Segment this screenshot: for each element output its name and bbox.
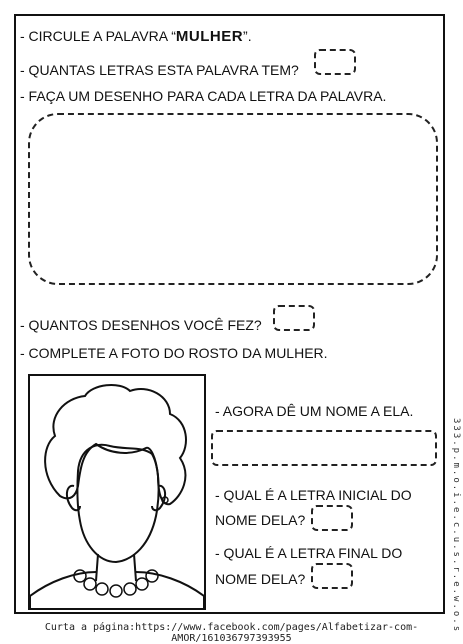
instruction-name-her: - AGORA DÊ UM NOME A ELA. bbox=[215, 403, 414, 419]
target-word: MULHER bbox=[175, 28, 244, 45]
letters-count-answer-box[interactable] bbox=[314, 49, 356, 75]
footer-link[interactable]: Curta a página:https://www.facebook.com/pages/Alfabetizar-com-AMOR/161036797393955 bbox=[44, 622, 419, 644]
shoulders-icon bbox=[30, 572, 204, 608]
side-watermark: 333.p.m.o.i.e.c.u.s.r.e.w.o.s bbox=[451, 418, 461, 634]
woman-face-outline[interactable] bbox=[30, 376, 204, 608]
necklace-icon bbox=[74, 570, 158, 597]
woman-photo-frame bbox=[28, 374, 206, 610]
name-answer-box[interactable] bbox=[211, 430, 437, 466]
instruction-text: - CIRCULE A PALAVRA “ bbox=[20, 28, 176, 44]
instruction-initial-letter: - QUAL É A LETRA INICIAL DO bbox=[215, 487, 412, 503]
initial-letter-answer-box[interactable] bbox=[311, 505, 353, 531]
drawing-area[interactable] bbox=[28, 113, 438, 285]
instruction-count-drawings: - QUANTOS DESENHOS VOCÊ FEZ? bbox=[20, 317, 262, 333]
instruction-initial-letter-cont: NOME DELA? bbox=[215, 512, 306, 528]
instruction-circle-word bbox=[20, 28, 252, 45]
instruction-count-letters: - QUANTAS LETRAS ESTA PALAVRA TEM? bbox=[20, 62, 299, 78]
instruction-final-letter-cont: NOME DELA? bbox=[215, 571, 306, 587]
drawings-count-answer-box[interactable] bbox=[273, 305, 315, 331]
instruction-complete-photo: - COMPLETE A FOTO DO ROSTO DA MULHER. bbox=[20, 345, 328, 361]
instruction-final-letter: - QUAL É A LETRA FINAL DO bbox=[215, 545, 403, 561]
instruction-text-end: ”. bbox=[243, 28, 252, 44]
face-outline-icon bbox=[77, 445, 158, 562]
final-letter-answer-box[interactable] bbox=[311, 563, 353, 589]
hair-icon bbox=[45, 385, 186, 504]
instruction-draw: - FAÇA UM DESENHO PARA CADA LETRA DA PALAVRA. bbox=[20, 88, 387, 104]
